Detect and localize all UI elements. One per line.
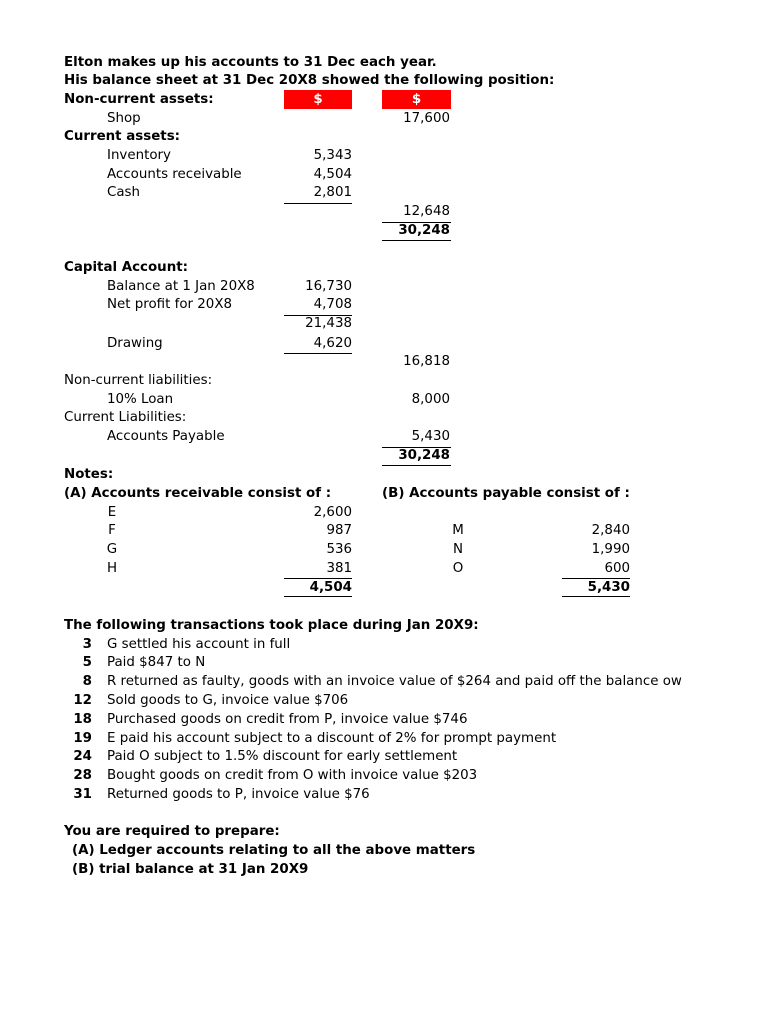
capital-account-heading: Capital Account: <box>64 260 188 275</box>
transaction-text: Paid O subject to 1.5% discount for early settlement <box>107 749 458 764</box>
accounts-payable-label: Accounts Payable <box>107 429 225 444</box>
payables-total: 5,430 <box>587 580 630 595</box>
underline <box>284 353 352 354</box>
drawing-label: Drawing <box>107 336 163 351</box>
double-underline <box>562 596 630 597</box>
capital-total: 16,818 <box>403 354 450 369</box>
shop-label: Shop <box>107 111 141 126</box>
transaction-day: 12 <box>73 693 92 708</box>
transaction-text: E paid his account subject to a discount of 2% for prompt payment <box>107 731 557 746</box>
double-underline <box>382 465 451 466</box>
accounts-receivable-label: Accounts receivable <box>107 167 242 182</box>
transaction-day: 18 <box>73 712 92 727</box>
transaction-text: Returned goods to P, invoice value $76 <box>107 787 370 802</box>
double-underline <box>284 596 352 597</box>
notes-heading: Notes: <box>64 467 114 482</box>
column-header-2: $ <box>382 90 451 109</box>
transactions-heading: The following transactions took place during Jan 20X9: <box>64 618 479 633</box>
current-assets-total: 12,648 <box>403 204 450 219</box>
intro-line-2: His balance sheet at 31 Dec 20X8 showed the following position: <box>64 73 555 88</box>
capital-subtotal: 21,438 <box>305 316 352 331</box>
required-heading: You are required to prepare: <box>64 824 280 839</box>
transaction-text: Sold goods to G, invoice value $706 <box>107 693 349 708</box>
transaction-day: 5 <box>82 655 92 670</box>
opening-balance-label: Balance at 1 Jan 20X8 <box>107 279 255 294</box>
intro-line-1: Elton makes up his accounts to 31 Dec each year. <box>64 55 437 70</box>
transaction-day: 28 <box>73 768 92 783</box>
transaction-text: Purchased goods on credit from P, invoice value $746 <box>107 712 468 727</box>
receivable-value-g: 536 <box>326 542 352 557</box>
total-liabilities: 30,248 <box>398 448 450 463</box>
drawing-value: 4,620 <box>313 336 352 351</box>
payable-name-m: M <box>452 523 464 538</box>
payable-name-n: N <box>452 542 464 557</box>
receivable-value-e: 2,600 <box>313 505 352 520</box>
total-assets: 30,248 <box>398 223 450 238</box>
required-item-b: (B) trial balance at 31 Jan 20X9 <box>72 862 309 877</box>
non-current-assets-heading: Non-current assets: <box>64 92 214 107</box>
non-current-liabilities-heading: Non-current liabilities: <box>64 373 213 388</box>
transaction-day: 3 <box>82 637 92 652</box>
loan-value: 8,000 <box>411 392 450 407</box>
inventory-value: 5,343 <box>313 148 352 163</box>
receivable-name-h: H <box>106 561 118 576</box>
receivable-name-f: F <box>108 523 116 538</box>
double-underline <box>382 240 451 241</box>
payable-value-m: 2,840 <box>591 523 630 538</box>
receivable-value-f: 987 <box>326 523 352 538</box>
payable-name-o: O <box>452 561 464 576</box>
receivable-value-h: 381 <box>326 561 352 576</box>
payable-value-o: 600 <box>604 561 630 576</box>
payables-note-title: (B) Accounts payable consist of : <box>382 486 630 501</box>
underline <box>284 203 352 204</box>
transaction-day: 19 <box>73 731 92 746</box>
net-profit-label: Net profit for 20X8 <box>107 297 233 312</box>
inventory-label: Inventory <box>107 148 171 163</box>
receivables-note-title: (A) Accounts receivable consist of : <box>64 486 332 501</box>
accounts-receivable-value: 4,504 <box>313 167 352 182</box>
transaction-day: 8 <box>82 674 92 689</box>
accounts-payable-value: 5,430 <box>411 429 450 444</box>
receivables-total: 4,504 <box>309 580 352 595</box>
cash-label: Cash <box>107 185 141 200</box>
opening-balance-value: 16,730 <box>305 279 352 294</box>
current-liabilities-heading: Current Liabilities: <box>64 410 187 425</box>
transaction-day: 24 <box>73 749 92 764</box>
transaction-text: G settled his account in full <box>107 637 291 652</box>
column-header-1: $ <box>284 90 352 109</box>
receivable-name-e: E <box>107 505 117 520</box>
shop-value: 17,600 <box>403 111 450 126</box>
underline <box>284 578 352 579</box>
current-assets-heading: Current assets: <box>64 129 181 144</box>
transaction-day: 31 <box>73 787 92 802</box>
receivable-name-g: G <box>106 542 118 557</box>
loan-label: 10% Loan <box>107 392 174 407</box>
transaction-text: R returned as faulty, goods with an invoice value of $264 and paid off the balance ow <box>107 674 682 689</box>
net-profit-value: 4,708 <box>313 297 352 312</box>
transaction-text: Paid $847 to N <box>107 655 206 670</box>
underline <box>562 578 630 579</box>
required-item-a: (A) Ledger accounts relating to all the above matters <box>72 843 476 858</box>
transaction-text: Bought goods on credit from O with invoice value $203 <box>107 768 478 783</box>
cash-value: 2,801 <box>313 185 352 200</box>
payable-value-n: 1,990 <box>591 542 630 557</box>
